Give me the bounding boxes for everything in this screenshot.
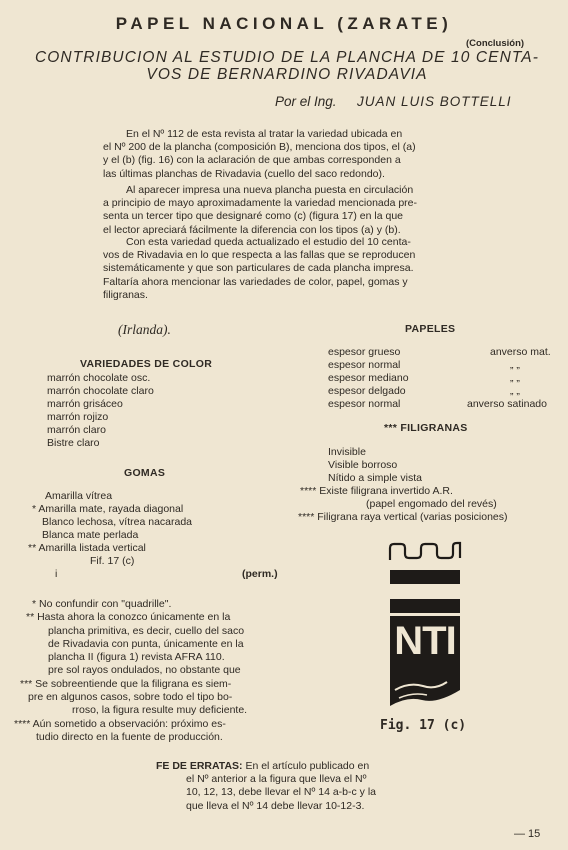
footnote-line: pre sol rayos ondulados, no obstante que	[48, 664, 241, 677]
papel-value: „ „	[510, 385, 520, 397]
list-item: marrón grisáceo	[47, 398, 123, 410]
papeles-heading: PAPELES	[405, 323, 456, 335]
text-line: filigranas.	[103, 288, 148, 301]
irlanda-label: (Irlanda).	[118, 322, 171, 337]
footnote-line: tudio directo en la fuente de producción.	[36, 730, 223, 743]
text-line: Con esta variedad queda actualizado el estudio del 10 centa-	[126, 236, 411, 248]
list-item: Nítido a simple vista	[328, 472, 422, 484]
filigranas-list	[298, 446, 508, 524]
papel-name: espesor normal	[328, 359, 401, 371]
list-item: **** Filigrana raya vertical (varias posiciones)	[298, 511, 508, 523]
list-item: Amarilla vítrea	[45, 490, 113, 502]
footnote-line: de Rivadavia con punta, únicamente en la	[48, 637, 244, 650]
text-line: En el Nº 112 de esta revista al tratar la variedad ubicada en	[126, 128, 403, 140]
page-number: — 15	[514, 828, 541, 840]
papel-value: „ „	[510, 359, 520, 371]
list-item: marrón chocolate claro	[47, 385, 154, 397]
list-item: ** Amarilla listada vertical	[28, 542, 146, 554]
text-line: el Nº 200 de la plancha (composición B), menciona dos tipos, el (a)	[103, 141, 416, 154]
footnote-line: *** Se sobreentiende que la filigrana es siem-	[20, 677, 232, 690]
text-line: Al aparecer impresa una nueva plancha puesta en circulación	[126, 184, 414, 196]
papel-name: espesor grueso	[328, 346, 401, 358]
text-line: Faltaría ahora mencionar las variedades de color, papel, gomas y	[103, 275, 408, 288]
author-name: JUAN LUIS BOTTELLI	[357, 94, 512, 109]
list-item: **** Existe filigrana invertido A.R.	[300, 485, 453, 497]
color-list	[47, 372, 154, 450]
footnotes	[14, 598, 247, 744]
article-subtitle	[22, 49, 552, 83]
gomas-list	[28, 490, 193, 568]
footnote-line: pre en algunos casos, sobre todo el tipo bo-	[28, 691, 233, 704]
text-line: vos de Rivadavia en lo que respecta a las fallas que se reproducen	[103, 249, 416, 262]
list-item: * Amarilla mate, rayada diagonal	[32, 503, 184, 515]
list-item: marrón claro	[47, 424, 106, 436]
text-line: que lleva el Nº 14 debe llevar 10-12-3.	[186, 799, 365, 812]
papel-value: anverso satinado	[467, 398, 547, 410]
page-title: PAPEL NACIONAL (ZARATE)	[115, 14, 453, 33]
list-item: Invisible	[328, 446, 366, 458]
list-item: Fif. 17 (c)	[90, 555, 135, 567]
colors-heading: VARIEDADES DE COLOR	[80, 358, 213, 370]
filigranas-heading: *** FILIGRANAS	[384, 422, 468, 434]
text-line: 10, 12, 13, debe llevar el Nº 14 a-b-c y la	[186, 786, 377, 799]
subtitle-line: CONTRIBUCION AL ESTUDIO DE LA PLANCHA DE 10 CENTA-	[34, 49, 539, 66]
text-line: el Nº anterior a la figura que lleva el Nº	[186, 773, 367, 786]
conclusion-label: (Conclusión)	[466, 38, 525, 49]
list-item: Blanco lechosa, vítrea nacarada	[42, 516, 193, 528]
footnote-line: * No confundir con "quadrille".	[32, 598, 172, 610]
paragraph-2	[103, 184, 417, 237]
text-line: y el (b) (fig. 16) con la aclaración de que ambas corresponden a	[103, 154, 401, 167]
text-line: En el artículo publicado en	[245, 760, 370, 772]
paragraph-3	[103, 236, 415, 302]
text-line: el lector apreciará fácilmente la diferencia con los tipos (a) y (b).	[103, 223, 401, 236]
papel-name: espesor delgado	[328, 385, 406, 397]
footnote-line: ** Hasta ahora la conozco únicamente en la	[26, 611, 231, 624]
papel-value: anverso mat.	[490, 346, 551, 358]
list-item: (papel engomado del revés)	[366, 498, 497, 510]
footnote-line: plancha primitiva, es decir, cuello del saco	[48, 624, 245, 637]
stamp-text: NTI	[394, 619, 456, 663]
papel-value: „ „	[510, 372, 520, 384]
footnote-marker: i	[55, 568, 58, 580]
figure-caption: Fig. 17 (c)	[380, 718, 467, 733]
list-item: Blanca mate perlada	[42, 529, 139, 541]
perm-label: (perm.)	[242, 568, 278, 580]
text-line: a principio de mayo aproximadamente la variedad mencionada pre-	[103, 197, 418, 210]
list-item: Bistre claro	[47, 437, 100, 449]
list-item: marrón rojizo	[47, 411, 109, 423]
footnote-line: **** Aún sometido a observación: próximo es-	[14, 717, 226, 730]
errata-label: FE DE ERRATAS:	[156, 760, 243, 772]
errata-block	[156, 760, 376, 813]
paragraph-1	[103, 128, 416, 181]
author-prefix: Por el Ing.	[275, 94, 337, 109]
list-item: Visible borroso	[328, 459, 398, 471]
subtitle-line: VOS DE BERNARDINO RIVADAVIA	[146, 66, 428, 83]
text-line: las últimas planchas de Rivadavia (cuello del saco redondo).	[103, 167, 385, 180]
footnote-line: plancha II (figura 1) revista AFRA 110.	[48, 651, 225, 664]
list-item: marrón chocolate osc.	[47, 372, 151, 384]
text-line: sistemáticamente y que son particulares de cada plancha impresa.	[103, 262, 414, 275]
text-line: senta un tercer tipo que designaré como (c) (figura 17) en la que	[103, 210, 404, 223]
gomas-heading: GOMAS	[124, 467, 166, 479]
papel-name: espesor mediano	[328, 372, 409, 384]
papel-name: espesor normal	[328, 398, 401, 410]
footnote-line: rroso, la figura resulte muy deficiente.	[72, 704, 248, 717]
